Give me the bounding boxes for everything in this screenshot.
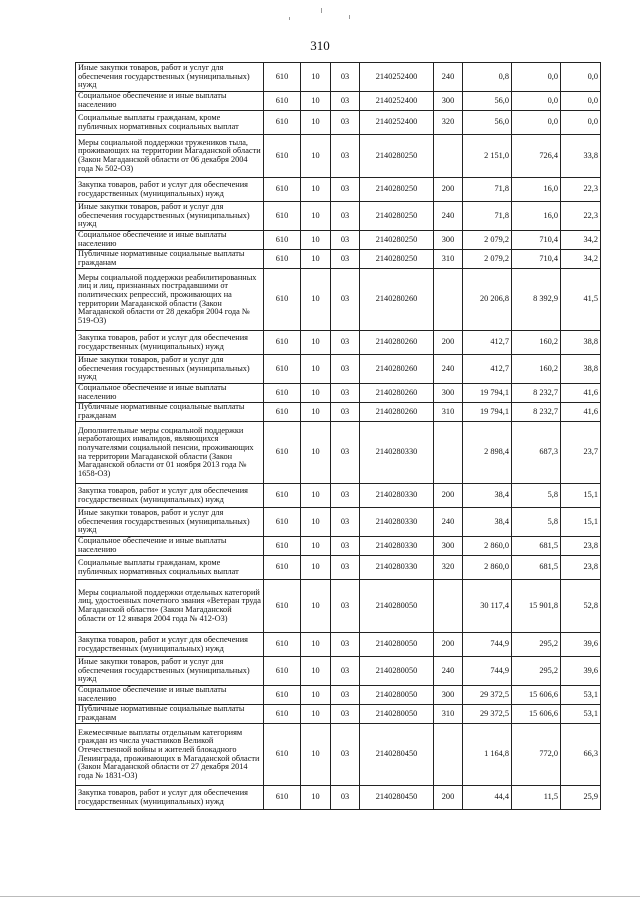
row-section-code: 10 bbox=[301, 422, 331, 484]
row-expense-type bbox=[434, 135, 463, 178]
row-expense-type: 300 bbox=[434, 92, 463, 111]
row-expense-type: 200 bbox=[434, 786, 463, 810]
row-expense-type: 320 bbox=[434, 556, 463, 580]
row-target-article: 2140280050 bbox=[360, 633, 434, 657]
row-name: Меры социальной поддержки отдельных категорий лиц, удостоенных почетного звания «Ветеран труда Магаданской области» (Закон Магаданской области от 12 января 2004 года № 412-ОЗ) bbox=[76, 580, 264, 633]
table-row bbox=[76, 724, 601, 786]
row-percent-executed: 23,8 bbox=[561, 537, 601, 556]
row-percent-executed: 23,7 bbox=[561, 422, 601, 484]
row-name: Иные закупки товаров, работ и услуг для обеспечения государственных (муниципальных) нужд bbox=[76, 355, 264, 384]
row-name: Меры социальной поддержки реабилитированных лиц и лиц, признанных пострадавшими от политических репрессий, проживающих на территории Магаданской области (Закон Магаданской области от 28 декабря 2004 года № 519-ОЗ) bbox=[76, 269, 264, 331]
row-section-code: 10 bbox=[301, 686, 331, 705]
row-section-code: 10 bbox=[301, 786, 331, 810]
row-amount-plan: 71,8 bbox=[463, 178, 512, 202]
row-name: Иные закупки товаров, работ и услуг для обеспечения государственных (муниципальных) нужд bbox=[76, 657, 264, 686]
row-ministry-code: 610 bbox=[264, 484, 301, 508]
row-ministry-code: 610 bbox=[264, 384, 301, 403]
row-percent-executed: 39,6 bbox=[561, 633, 601, 657]
row-expense-type bbox=[434, 724, 463, 786]
table-row bbox=[76, 786, 601, 810]
row-ministry-code: 610 bbox=[264, 111, 301, 135]
table-row bbox=[76, 355, 601, 384]
table-row bbox=[76, 331, 601, 355]
table-row bbox=[76, 556, 601, 580]
row-name: Социальное обеспечение и иные выплаты населению bbox=[76, 231, 264, 250]
row-section-code: 10 bbox=[301, 508, 331, 537]
row-percent-executed: 53,1 bbox=[561, 686, 601, 705]
row-subsection-code: 03 bbox=[331, 403, 360, 422]
row-section-code: 10 bbox=[301, 484, 331, 508]
row-target-article: 2140280250 bbox=[360, 135, 434, 178]
row-expense-type bbox=[434, 422, 463, 484]
row-ministry-code: 610 bbox=[264, 686, 301, 705]
row-section-code: 10 bbox=[301, 250, 331, 269]
row-name: Закупка товаров, работ и услуг для обеспечения государственных (муниципальных) нужд bbox=[76, 786, 264, 810]
row-percent-executed: 15,1 bbox=[561, 484, 601, 508]
row-section-code: 10 bbox=[301, 111, 331, 135]
scan-speck bbox=[289, 17, 290, 20]
row-section-code: 10 bbox=[301, 63, 331, 92]
row-target-article: 2140280050 bbox=[360, 580, 434, 633]
row-ministry-code: 610 bbox=[264, 724, 301, 786]
row-ministry-code: 610 bbox=[264, 135, 301, 178]
row-ministry-code: 610 bbox=[264, 331, 301, 355]
row-name: Закупка товаров, работ и услуг для обеспечения государственных (муниципальных) нужд bbox=[76, 633, 264, 657]
row-expense-type: 240 bbox=[434, 202, 463, 231]
row-target-article: 2140280450 bbox=[360, 786, 434, 810]
row-section-code: 10 bbox=[301, 403, 331, 422]
row-percent-executed: 52,8 bbox=[561, 580, 601, 633]
row-amount-executed: 15 606,6 bbox=[512, 686, 561, 705]
table-row bbox=[76, 580, 601, 633]
row-expense-type bbox=[434, 269, 463, 331]
row-target-article: 2140252400 bbox=[360, 111, 434, 135]
row-percent-executed: 66,3 bbox=[561, 724, 601, 786]
table-row bbox=[76, 537, 601, 556]
row-amount-executed: 8 232,7 bbox=[512, 384, 561, 403]
row-section-code: 10 bbox=[301, 537, 331, 556]
row-amount-plan: 2 860,0 bbox=[463, 556, 512, 580]
row-percent-executed: 25,9 bbox=[561, 786, 601, 810]
row-name: Дополнительные меры социальной поддержки неработающих инвалидов, являющихся получателями социальной пенсии, проживающих на территории Магаданской области (Закон Магаданской области от 01 ноября 2013 года № 1658-ОЗ) bbox=[76, 422, 264, 484]
row-expense-type: 200 bbox=[434, 331, 463, 355]
row-section-code: 10 bbox=[301, 580, 331, 633]
row-name: Закупка товаров, работ и услуг для обеспечения государственных (муниципальных) нужд bbox=[76, 331, 264, 355]
row-amount-executed: 15 606,6 bbox=[512, 705, 561, 724]
row-percent-executed: 38,8 bbox=[561, 355, 601, 384]
row-name: Иные закупки товаров, работ и услуг для обеспечения государственных (муниципальных) нужд bbox=[76, 202, 264, 231]
table-row bbox=[76, 403, 601, 422]
row-subsection-code: 03 bbox=[331, 355, 360, 384]
scan-edge bbox=[0, 896, 640, 897]
row-section-code: 10 bbox=[301, 556, 331, 580]
row-name: Социальное обеспечение и иные выплаты населению bbox=[76, 686, 264, 705]
row-name: Социальные выплаты гражданам, кроме публичных нормативных социальных выплат bbox=[76, 556, 264, 580]
row-amount-executed: 16,0 bbox=[512, 178, 561, 202]
row-subsection-code: 03 bbox=[331, 633, 360, 657]
row-amount-executed: 160,2 bbox=[512, 331, 561, 355]
row-target-article: 2140280330 bbox=[360, 556, 434, 580]
table-row bbox=[76, 92, 601, 111]
row-expense-type: 310 bbox=[434, 705, 463, 724]
row-percent-executed: 22,3 bbox=[561, 202, 601, 231]
row-amount-executed: 681,5 bbox=[512, 556, 561, 580]
table-row bbox=[76, 135, 601, 178]
row-percent-executed: 23,8 bbox=[561, 556, 601, 580]
row-amount-plan: 19 794,1 bbox=[463, 384, 512, 403]
row-section-code: 10 bbox=[301, 231, 331, 250]
row-target-article: 2140280050 bbox=[360, 657, 434, 686]
scan-speck bbox=[349, 15, 350, 19]
row-amount-plan: 2 151,0 bbox=[463, 135, 512, 178]
row-ministry-code: 610 bbox=[264, 657, 301, 686]
row-percent-executed: 0,0 bbox=[561, 92, 601, 111]
row-amount-executed: 15 901,8 bbox=[512, 580, 561, 633]
row-subsection-code: 03 bbox=[331, 231, 360, 250]
table-row bbox=[76, 111, 601, 135]
row-section-code: 10 bbox=[301, 657, 331, 686]
row-subsection-code: 03 bbox=[331, 556, 360, 580]
table-row bbox=[76, 178, 601, 202]
table-row bbox=[76, 269, 601, 331]
table-row bbox=[76, 250, 601, 269]
row-subsection-code: 03 bbox=[331, 657, 360, 686]
row-target-article: 2140280450 bbox=[360, 724, 434, 786]
row-amount-plan: 56,0 bbox=[463, 111, 512, 135]
row-ministry-code: 610 bbox=[264, 508, 301, 537]
row-subsection-code: 03 bbox=[331, 384, 360, 403]
row-amount-plan: 38,4 bbox=[463, 508, 512, 537]
row-name: Закупка товаров, работ и услуг для обеспечения государственных (муниципальных) нужд bbox=[76, 484, 264, 508]
row-target-article: 2140280260 bbox=[360, 384, 434, 403]
row-target-article: 2140280260 bbox=[360, 403, 434, 422]
row-ministry-code: 610 bbox=[264, 355, 301, 384]
row-expense-type: 300 bbox=[434, 384, 463, 403]
row-ministry-code: 610 bbox=[264, 231, 301, 250]
row-percent-executed: 15,1 bbox=[561, 508, 601, 537]
row-section-code: 10 bbox=[301, 724, 331, 786]
table-row bbox=[76, 508, 601, 537]
row-target-article: 2140280250 bbox=[360, 202, 434, 231]
row-target-article: 2140280050 bbox=[360, 686, 434, 705]
row-expense-type: 200 bbox=[434, 484, 463, 508]
row-expense-type: 200 bbox=[434, 178, 463, 202]
row-amount-plan: 30 117,4 bbox=[463, 580, 512, 633]
table-row bbox=[76, 202, 601, 231]
row-section-code: 10 bbox=[301, 705, 331, 724]
row-amount-executed: 772,0 bbox=[512, 724, 561, 786]
row-target-article: 2140280330 bbox=[360, 484, 434, 508]
row-expense-type: 310 bbox=[434, 250, 463, 269]
row-name: Ежемесячные выплаты отдельным категориям граждан из числа участников Великой Отечественной войны и жителей блокадного Ленинграда, проживающих в Магаданской области (Закон Магаданской области от 27 декабря 2014 года № 1831-ОЗ) bbox=[76, 724, 264, 786]
row-amount-plan: 2 079,2 bbox=[463, 250, 512, 269]
row-name: Социальное обеспечение и иные выплаты населению bbox=[76, 92, 264, 111]
row-amount-plan: 0,8 bbox=[463, 63, 512, 92]
row-percent-executed: 53,1 bbox=[561, 705, 601, 724]
row-amount-executed: 8 392,9 bbox=[512, 269, 561, 331]
row-amount-executed: 0,0 bbox=[512, 111, 561, 135]
row-amount-executed: 8 232,7 bbox=[512, 403, 561, 422]
row-amount-executed: 726,4 bbox=[512, 135, 561, 178]
row-subsection-code: 03 bbox=[331, 63, 360, 92]
row-section-code: 10 bbox=[301, 269, 331, 331]
row-target-article: 2140280260 bbox=[360, 331, 434, 355]
row-amount-plan: 2 860,0 bbox=[463, 537, 512, 556]
row-name: Публичные нормативные социальные выплаты гражданам bbox=[76, 250, 264, 269]
row-subsection-code: 03 bbox=[331, 484, 360, 508]
row-amount-plan: 20 206,8 bbox=[463, 269, 512, 331]
row-subsection-code: 03 bbox=[331, 331, 360, 355]
row-ministry-code: 610 bbox=[264, 580, 301, 633]
table-row bbox=[76, 422, 601, 484]
row-amount-plan: 71,8 bbox=[463, 202, 512, 231]
row-ministry-code: 610 bbox=[264, 250, 301, 269]
row-amount-executed: 295,2 bbox=[512, 657, 561, 686]
row-target-article: 2140280260 bbox=[360, 355, 434, 384]
row-section-code: 10 bbox=[301, 633, 331, 657]
row-expense-type: 240 bbox=[434, 508, 463, 537]
row-expense-type: 240 bbox=[434, 355, 463, 384]
row-target-article: 2140280250 bbox=[360, 178, 434, 202]
row-amount-executed: 295,2 bbox=[512, 633, 561, 657]
table-row bbox=[76, 384, 601, 403]
row-expense-type: 300 bbox=[434, 537, 463, 556]
row-ministry-code: 610 bbox=[264, 705, 301, 724]
row-name: Иные закупки товаров, работ и услуг для обеспечения государственных (муниципальных) нужд bbox=[76, 508, 264, 537]
row-section-code: 10 bbox=[301, 384, 331, 403]
row-section-code: 10 bbox=[301, 355, 331, 384]
row-percent-executed: 41,6 bbox=[561, 384, 601, 403]
row-amount-plan: 44,4 bbox=[463, 786, 512, 810]
row-name: Меры социальной поддержки тружеников тыла, проживающих на территории Магаданской области (Закон Магаданской области от 06 декабря 2004 года № 502-ОЗ) bbox=[76, 135, 264, 178]
row-subsection-code: 03 bbox=[331, 580, 360, 633]
row-amount-executed: 5,8 bbox=[512, 508, 561, 537]
row-amount-executed: 0,0 bbox=[512, 92, 561, 111]
row-subsection-code: 03 bbox=[331, 537, 360, 556]
row-subsection-code: 03 bbox=[331, 686, 360, 705]
row-target-article: 2140252400 bbox=[360, 63, 434, 92]
row-subsection-code: 03 bbox=[331, 269, 360, 331]
row-subsection-code: 03 bbox=[331, 786, 360, 810]
row-amount-plan: 412,7 bbox=[463, 331, 512, 355]
page-number: 310 bbox=[310, 38, 330, 53]
row-expense-type: 200 bbox=[434, 633, 463, 657]
row-amount-executed: 16,0 bbox=[512, 202, 561, 231]
row-expense-type bbox=[434, 580, 463, 633]
row-amount-plan: 38,4 bbox=[463, 484, 512, 508]
row-amount-plan: 56,0 bbox=[463, 92, 512, 111]
table-row bbox=[76, 63, 601, 92]
row-amount-executed: 160,2 bbox=[512, 355, 561, 384]
row-amount-executed: 681,5 bbox=[512, 537, 561, 556]
table-row bbox=[76, 484, 601, 508]
row-subsection-code: 03 bbox=[331, 178, 360, 202]
row-name: Закупка товаров, работ и услуг для обеспечения государственных (муниципальных) нужд bbox=[76, 178, 264, 202]
row-percent-executed: 41,6 bbox=[561, 403, 601, 422]
row-percent-executed: 22,3 bbox=[561, 178, 601, 202]
table-row bbox=[76, 657, 601, 686]
row-target-article: 2140280330 bbox=[360, 537, 434, 556]
row-section-code: 10 bbox=[301, 202, 331, 231]
row-target-article: 2140252400 bbox=[360, 92, 434, 111]
table-row bbox=[76, 231, 601, 250]
row-ministry-code: 610 bbox=[264, 403, 301, 422]
budget-table bbox=[75, 62, 601, 810]
row-percent-executed: 33,8 bbox=[561, 135, 601, 178]
row-percent-executed: 0,0 bbox=[561, 111, 601, 135]
table-body bbox=[76, 63, 601, 810]
row-amount-executed: 687,3 bbox=[512, 422, 561, 484]
row-expense-type: 300 bbox=[434, 686, 463, 705]
row-amount-plan: 29 372,5 bbox=[463, 686, 512, 705]
row-ministry-code: 610 bbox=[264, 202, 301, 231]
row-subsection-code: 03 bbox=[331, 135, 360, 178]
row-name: Социальное обеспечение и иные выплаты населению bbox=[76, 384, 264, 403]
row-subsection-code: 03 bbox=[331, 250, 360, 269]
row-ministry-code: 610 bbox=[264, 633, 301, 657]
row-subsection-code: 03 bbox=[331, 92, 360, 111]
scan-speck bbox=[321, 8, 322, 13]
row-section-code: 10 bbox=[301, 135, 331, 178]
row-amount-plan: 29 372,5 bbox=[463, 705, 512, 724]
row-subsection-code: 03 bbox=[331, 111, 360, 135]
row-percent-executed: 39,6 bbox=[561, 657, 601, 686]
row-subsection-code: 03 bbox=[331, 422, 360, 484]
row-ministry-code: 610 bbox=[264, 556, 301, 580]
row-target-article: 2140280260 bbox=[360, 269, 434, 331]
row-subsection-code: 03 bbox=[331, 202, 360, 231]
row-expense-type: 240 bbox=[434, 657, 463, 686]
row-ministry-code: 610 bbox=[264, 92, 301, 111]
row-ministry-code: 610 bbox=[264, 269, 301, 331]
row-name: Социальное обеспечение и иные выплаты населению bbox=[76, 537, 264, 556]
row-amount-executed: 710,4 bbox=[512, 231, 561, 250]
row-subsection-code: 03 bbox=[331, 508, 360, 537]
row-percent-executed: 34,2 bbox=[561, 231, 601, 250]
row-amount-executed: 11,5 bbox=[512, 786, 561, 810]
row-ministry-code: 610 bbox=[264, 537, 301, 556]
row-ministry-code: 610 bbox=[264, 422, 301, 484]
row-amount-executed: 5,8 bbox=[512, 484, 561, 508]
row-amount-plan: 2 079,2 bbox=[463, 231, 512, 250]
row-target-article: 2140280250 bbox=[360, 231, 434, 250]
row-percent-executed: 38,8 bbox=[561, 331, 601, 355]
row-expense-type: 310 bbox=[434, 403, 463, 422]
row-amount-plan: 744,9 bbox=[463, 633, 512, 657]
table-row bbox=[76, 633, 601, 657]
row-ministry-code: 610 bbox=[264, 178, 301, 202]
row-amount-plan: 2 898,4 bbox=[463, 422, 512, 484]
row-subsection-code: 03 bbox=[331, 705, 360, 724]
row-percent-executed: 0,0 bbox=[561, 63, 601, 92]
row-target-article: 2140280050 bbox=[360, 705, 434, 724]
row-percent-executed: 34,2 bbox=[561, 250, 601, 269]
row-percent-executed: 41,5 bbox=[561, 269, 601, 331]
row-amount-plan: 744,9 bbox=[463, 657, 512, 686]
row-name: Публичные нормативные социальные выплаты гражданам bbox=[76, 705, 264, 724]
row-name: Иные закупки товаров, работ и услуг для обеспечения государственных (муниципальных) нужд bbox=[76, 63, 264, 92]
row-target-article: 2140280250 bbox=[360, 250, 434, 269]
row-name: Публичные нормативные социальные выплаты гражданам bbox=[76, 403, 264, 422]
row-amount-plan: 412,7 bbox=[463, 355, 512, 384]
row-ministry-code: 610 bbox=[264, 63, 301, 92]
table-row bbox=[76, 686, 601, 705]
row-subsection-code: 03 bbox=[331, 724, 360, 786]
row-ministry-code: 610 bbox=[264, 786, 301, 810]
row-amount-executed: 710,4 bbox=[512, 250, 561, 269]
row-section-code: 10 bbox=[301, 331, 331, 355]
row-expense-type: 300 bbox=[434, 231, 463, 250]
table-row bbox=[76, 705, 601, 724]
row-name: Социальные выплаты гражданам, кроме публичных нормативных социальных выплат bbox=[76, 111, 264, 135]
row-section-code: 10 bbox=[301, 92, 331, 111]
row-section-code: 10 bbox=[301, 178, 331, 202]
row-target-article: 2140280330 bbox=[360, 422, 434, 484]
row-amount-plan: 19 794,1 bbox=[463, 403, 512, 422]
row-target-article: 2140280330 bbox=[360, 508, 434, 537]
row-expense-type: 240 bbox=[434, 63, 463, 92]
row-amount-executed: 0,0 bbox=[512, 63, 561, 92]
row-amount-plan: 1 164,8 bbox=[463, 724, 512, 786]
row-expense-type: 320 bbox=[434, 111, 463, 135]
